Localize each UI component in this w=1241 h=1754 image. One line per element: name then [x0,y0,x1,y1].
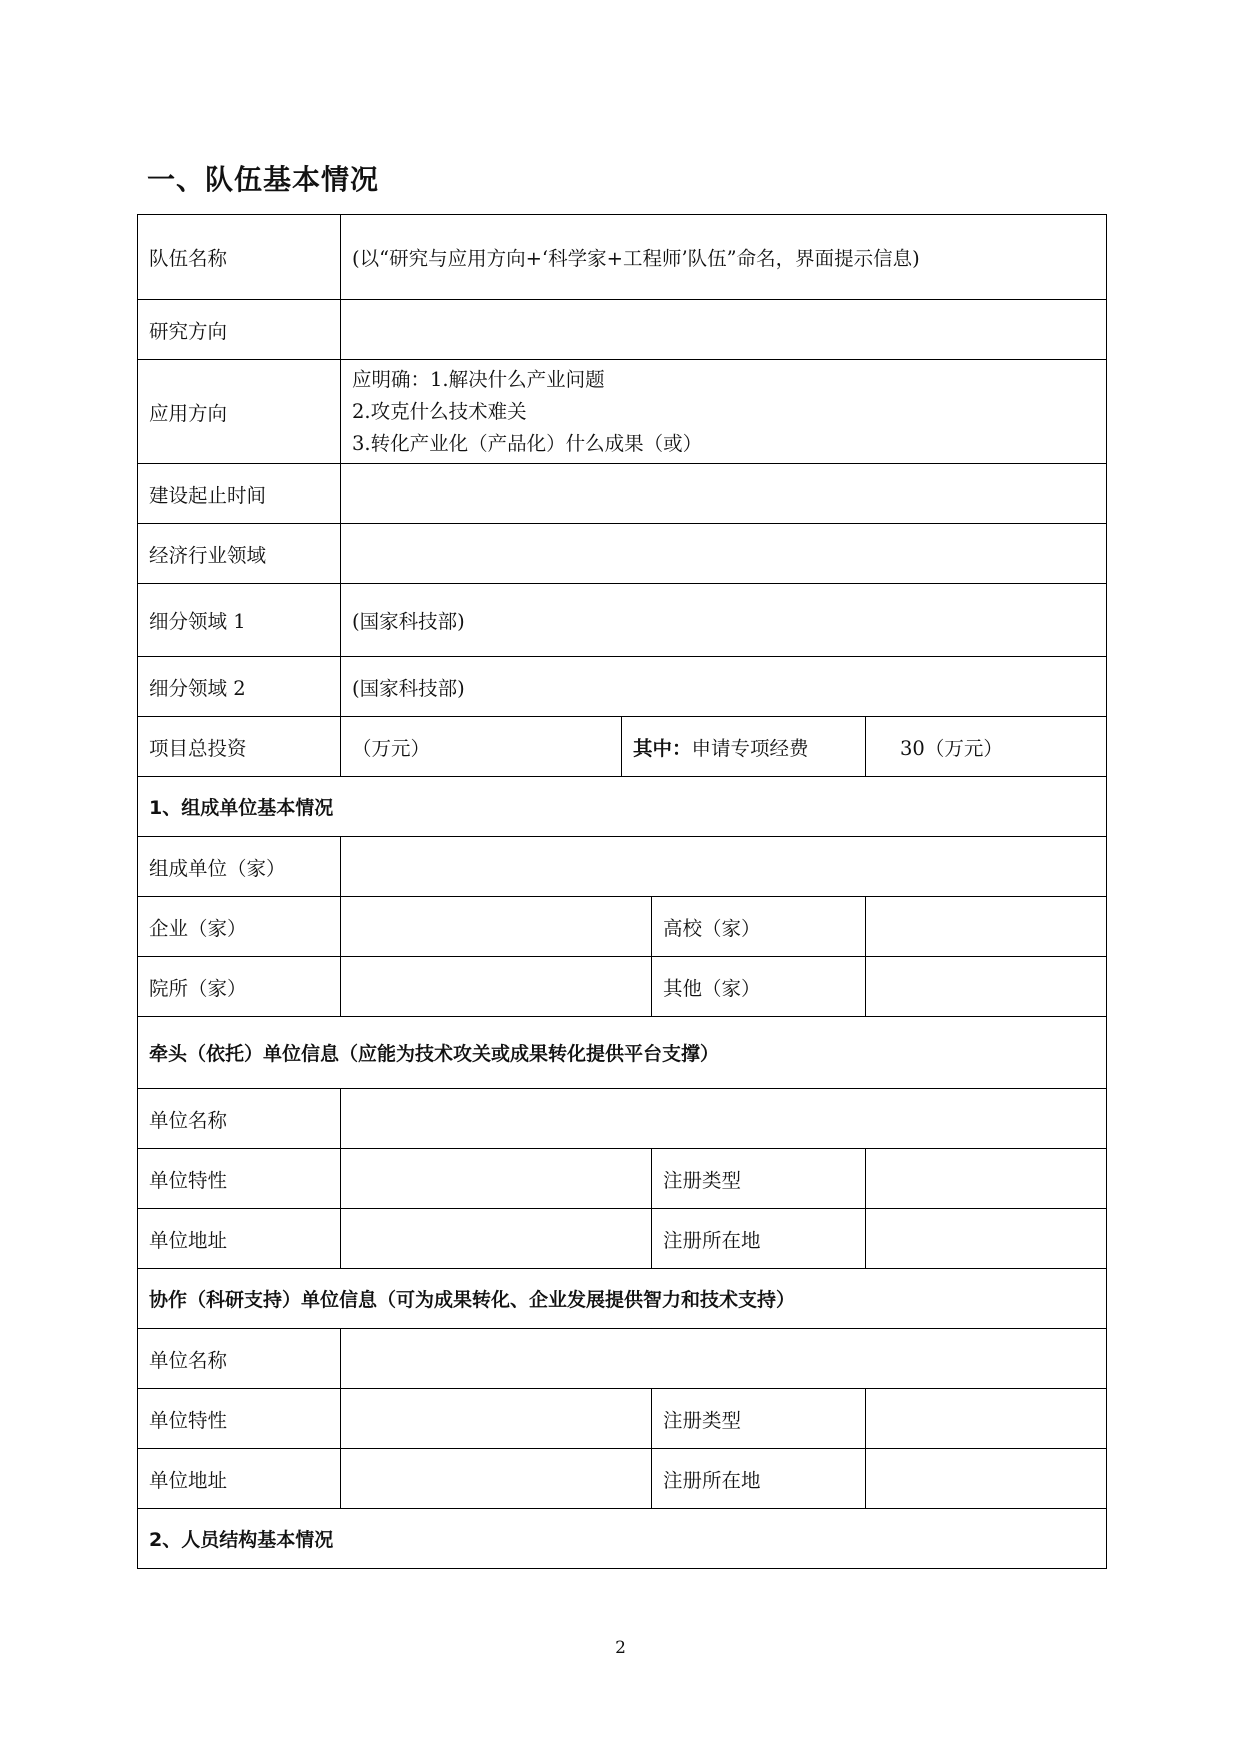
table-row [138,524,1107,584]
section-heading-coop-unit: 协作（科研支持）单位信息（可为成果转化、企业发展提供智力和技术支持） [138,1269,1107,1329]
table-row [138,584,1107,657]
sub-field-2-label: 细分领域 2 [138,657,341,717]
application-line-1: 应明确：1.解决什么产业问题 [352,367,605,391]
construction-period-field[interactable] [341,464,1107,524]
table-row [138,360,1107,464]
lead-unit-name-field[interactable] [341,1089,1107,1149]
coop-registration-place-field[interactable] [866,1449,1107,1509]
total-units-field[interactable] [341,837,1107,897]
construction-period-label: 建设起止时间 [138,464,341,524]
coop-unit-address-field[interactable] [341,1449,652,1509]
lead-unit-address-field[interactable] [341,1209,652,1269]
table-row [138,300,1107,360]
special-funding-field[interactable]: 30（万元） [866,717,1107,777]
lead-unit-address-label: 单位地址 [138,1209,341,1269]
university-count-label: 高校（家） [652,897,866,957]
table-row [138,717,1107,777]
lead-unit-name-label: 单位名称 [138,1089,341,1149]
lead-registration-place-label: 注册所在地 [652,1209,866,1269]
team-name-field[interactable]: (以“研究与应用方向+‘科学家+工程师’队伍”命名，界面提示信息) [341,215,1107,300]
other-count-field[interactable] [866,957,1107,1017]
sub-field-1-label: 细分领域 1 [138,584,341,657]
industry-field-label: 经济行业领域 [138,524,341,584]
section-heading-lead-unit: 牵头（依托）单位信息（应能为技术攻关或成果转化提供平台支撑） [138,1017,1107,1089]
coop-unit-nature-field[interactable] [341,1389,652,1449]
other-count-label: 其他（家） [652,957,866,1017]
coop-unit-address-label: 单位地址 [138,1449,341,1509]
application-direction-label: 应用方向 [138,360,341,464]
research-direction-field[interactable] [341,300,1107,360]
section-heading-staff: 2、人员结构基本情况 [138,1509,1107,1569]
institute-count-field[interactable] [341,957,652,1017]
table-row [138,1449,1107,1509]
team-info-table [137,214,1107,1569]
page-title: 一、队伍基本情况 [147,163,380,196]
table-row [138,1509,1107,1569]
enterprise-count-field[interactable] [341,897,652,957]
table-row [138,464,1107,524]
special-funding-prefix: 其中： [633,736,692,760]
coop-unit-nature-label: 单位特性 [138,1389,341,1449]
application-line-2: 2.攻克什么技术难关 [352,399,527,423]
sub-field-2-field[interactable]: (国家科技部) [341,657,1107,717]
coop-unit-name-field[interactable] [341,1329,1107,1389]
coop-registration-place-label: 注册所在地 [652,1449,866,1509]
table-row [138,215,1107,300]
table-row [138,1329,1107,1389]
lead-unit-nature-field[interactable] [341,1149,652,1209]
university-count-field[interactable] [866,897,1107,957]
total-units-label: 组成单位（家） [138,837,341,897]
total-investment-label: 项目总投资 [138,717,341,777]
table-row [138,777,1107,837]
table-row [138,1389,1107,1449]
table-row [138,957,1107,1017]
research-direction-label: 研究方向 [138,300,341,360]
team-name-label: 队伍名称 [138,215,341,300]
special-funding-label [622,717,866,777]
table-row [138,1209,1107,1269]
application-line-3: 3.转化产业化（产品化）什么成果（或） [352,431,703,455]
special-funding-text: 申请专项经费 [691,736,809,760]
lead-unit-nature-label: 单位特性 [138,1149,341,1209]
table-row [138,1089,1107,1149]
table-row [138,1017,1107,1089]
institute-count-label: 院所（家） [138,957,341,1017]
enterprise-count-label: 企业（家） [138,897,341,957]
table-row [138,897,1107,957]
industry-field-input[interactable] [341,524,1107,584]
lead-registration-place-field[interactable] [866,1209,1107,1269]
table-row [138,1149,1107,1209]
coop-registration-type-field[interactable] [866,1389,1107,1449]
lead-registration-type-field[interactable] [866,1149,1107,1209]
coop-registration-type-label: 注册类型 [652,1389,866,1449]
lead-registration-type-label: 注册类型 [652,1149,866,1209]
table-row [138,657,1107,717]
total-investment-field[interactable]: （万元） [341,717,622,777]
coop-unit-name-label: 单位名称 [138,1329,341,1389]
page-number: 2 [615,1638,626,1658]
table-row [138,1269,1107,1329]
sub-field-1-field[interactable]: (国家科技部) [341,584,1107,657]
section-heading-units: 1、组成单位基本情况 [138,777,1107,837]
table-row [138,837,1107,897]
application-direction-field[interactable] [341,360,1107,464]
